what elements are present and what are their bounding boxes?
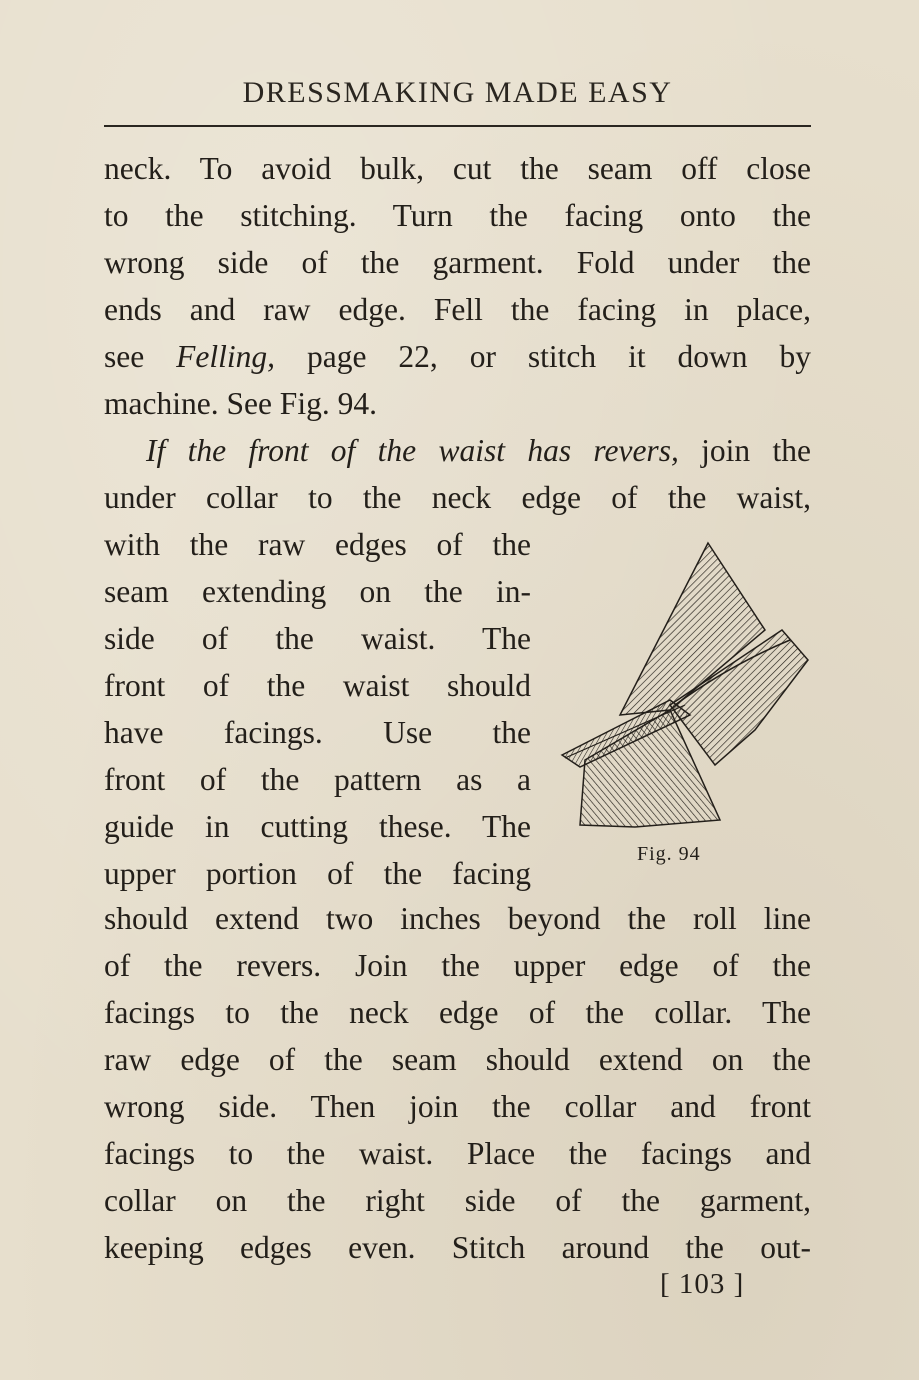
text-line	[104, 335, 811, 379]
text-span: front of the pattern as a	[104, 762, 531, 797]
text-span: side of the waist. The	[104, 621, 531, 656]
text-span: upper portion of the facing	[104, 856, 531, 891]
text-line	[104, 570, 531, 614]
text-line	[104, 991, 811, 1035]
text-span: ends and raw edge. Fell the facing in place,	[104, 292, 811, 327]
text-span: page 22, or stitch it down by	[275, 339, 811, 374]
text-span: under collar to the neck edge of the waist,	[104, 480, 811, 515]
text-line	[104, 1085, 811, 1129]
text-span: should extend two inches beyond the roll line	[104, 901, 811, 936]
page-number: [ 103 ]	[660, 1268, 745, 1300]
text-line	[104, 147, 811, 191]
collar-facing-illustration-icon	[550, 535, 820, 835]
text-span: of the revers. Join the upper edge of the	[104, 948, 811, 983]
text-span: see	[104, 339, 177, 374]
text-line	[104, 758, 531, 802]
text-span: machine. See Fig. 94.	[104, 386, 377, 421]
text-line	[104, 852, 531, 896]
text-line	[104, 288, 811, 332]
running-head: DRESSMAKING MADE EASY	[242, 76, 673, 109]
italic-phrase: If the front of the waist has revers,	[146, 433, 679, 468]
figure-caption: Fig. 94	[637, 843, 701, 865]
text-span: have facings. Use the	[104, 715, 531, 750]
text-span: join the	[678, 433, 811, 468]
text-span: keeping edges even. Stitch around the out-	[104, 1230, 811, 1265]
text-line	[104, 523, 531, 567]
text-span: facings to the waist. Place the facings and	[104, 1136, 811, 1171]
text-line	[104, 241, 811, 285]
text-span: wrong side. Then join the collar and front	[104, 1089, 811, 1124]
text-line	[104, 944, 811, 988]
text-line	[104, 429, 811, 473]
text-line	[104, 1038, 811, 1082]
text-span: wrong side of the garment. Fold under the	[104, 245, 811, 280]
text-span: facings to the neck edge of the collar. The	[104, 995, 811, 1030]
text-line	[104, 1179, 811, 1223]
text-line	[104, 1226, 811, 1270]
text-span: collar on the right side of the garment,	[104, 1183, 811, 1218]
italic-phrase: Felling,	[176, 339, 276, 374]
text-line	[104, 664, 531, 708]
text-span: to the stitching. Turn the facing onto the	[104, 198, 811, 233]
text-line	[104, 617, 531, 661]
text-span: front of the waist should	[104, 668, 531, 703]
text-line	[104, 382, 811, 426]
text-line	[104, 897, 811, 941]
text-line	[104, 1132, 811, 1176]
text-span: guide in cutting these. The	[104, 809, 531, 844]
text-span: seam extending on the in-	[104, 574, 531, 609]
text-line	[104, 476, 811, 520]
text-line	[104, 805, 531, 849]
header-rule	[104, 125, 811, 127]
text-span: neck. To avoid bulk, cut the seam off close	[104, 151, 811, 186]
text-span: with the raw edges of the	[104, 527, 531, 562]
text-line	[104, 194, 811, 238]
text-line	[104, 711, 531, 755]
text-span: raw edge of the seam should extend on the	[104, 1042, 811, 1077]
